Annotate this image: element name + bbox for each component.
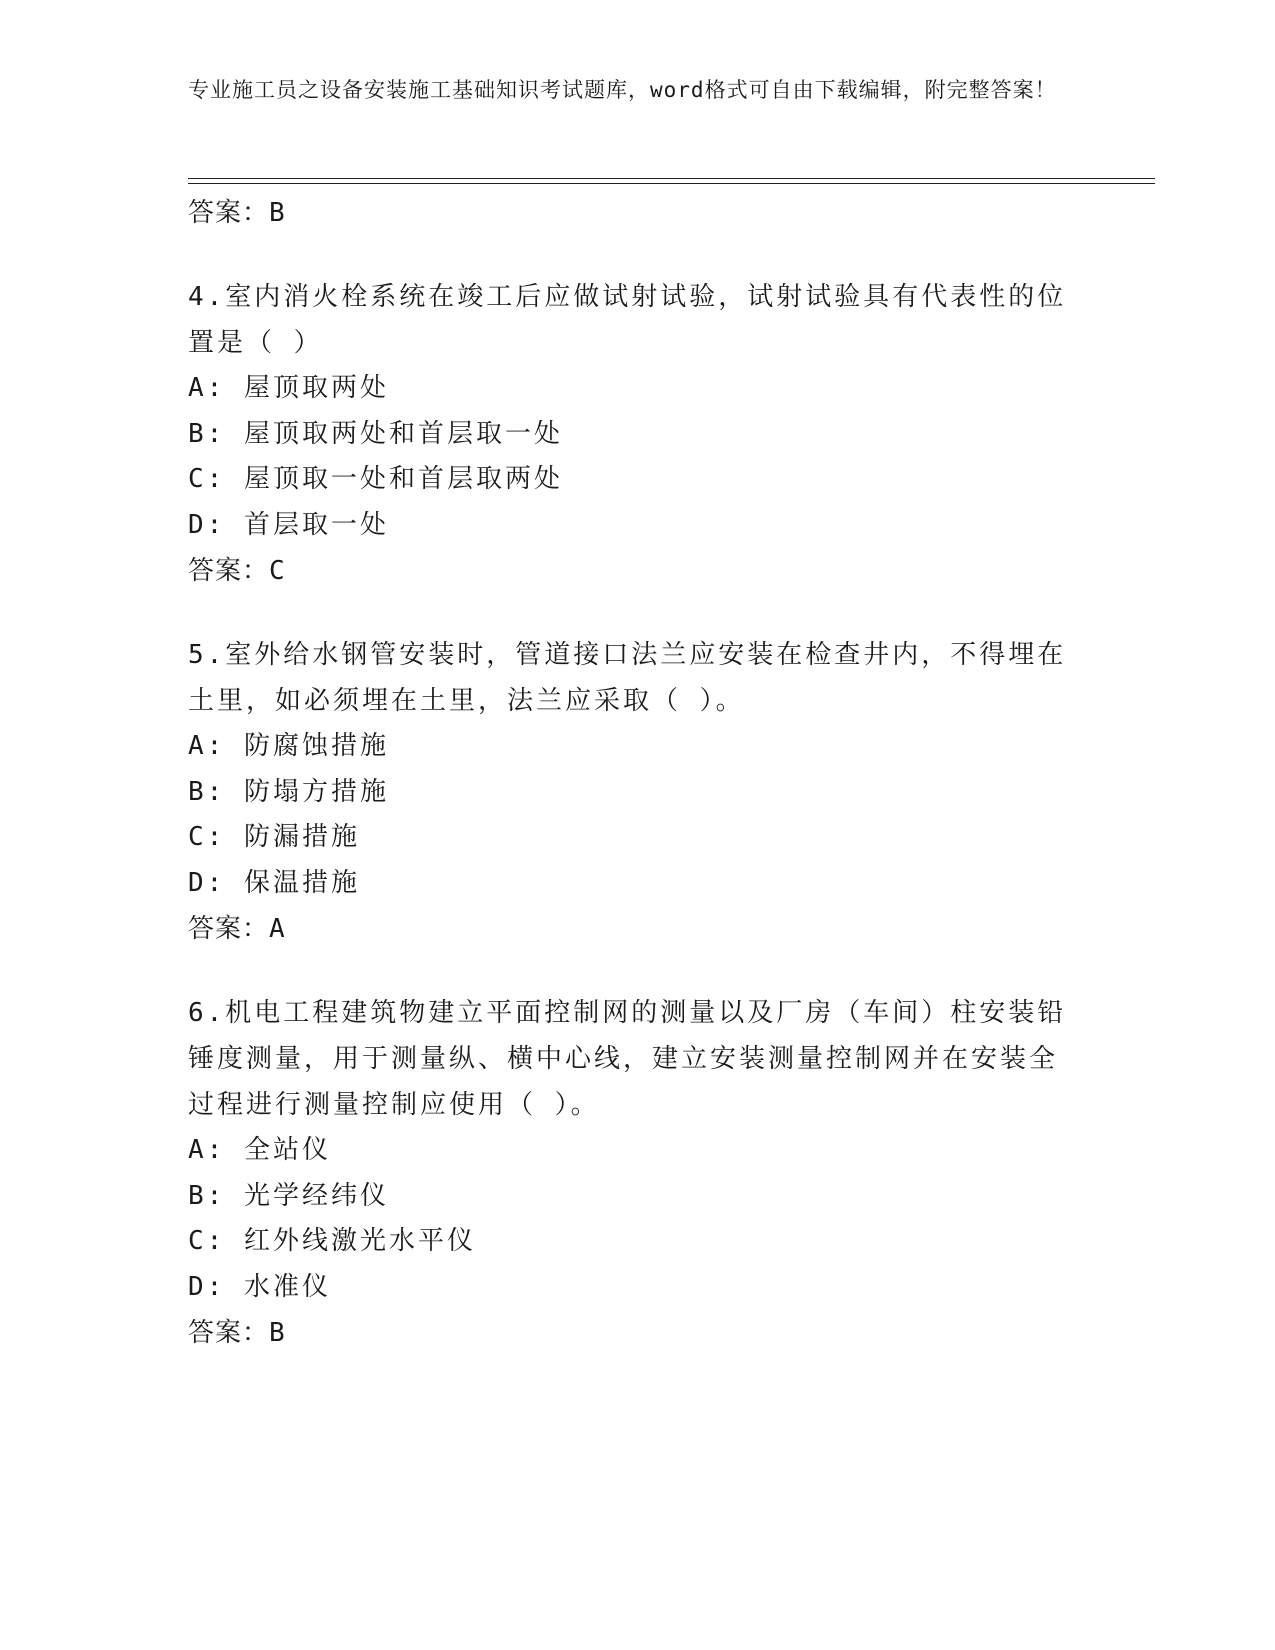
document-header: 专业施工员之设备安装施工基础知识考试题库，word格式可自由下载编辑，附完整答案！ [188,78,1057,102]
option-d: D: 保温措施 [188,867,360,898]
option-b: B: 光学经纬仪 [188,1180,389,1211]
question-stem: 5.室外给水钢管安装时，管道接口法兰应安装在检查井内，不得埋在土里，如必须埋在土里，法兰应采取（ ）。 [188,640,1067,716]
option-c: C: 防漏措施 [188,822,360,852]
question-4 [188,274,1068,594]
option-d: D: 首层取一处 [188,509,389,540]
option-a: A: 屋顶取两处 [188,373,389,403]
option-a: A: 防腐蚀措施 [188,731,389,761]
header-divider-top [188,178,1155,179]
question-stem: 6.机电工程建筑物建立平面控制网的测量以及厂房（车间）柱安装铅锤度测量，用于测量纵、横中心线，建立安装测量控制网并在安装全过程进行测量控制应使用（ ）。 [188,998,1067,1120]
option-a: A: 全站仪 [188,1135,331,1165]
previous-answer: 答案：B [188,198,286,228]
option-d: D: 水准仪 [188,1271,331,1302]
question-answer: 答案：C [188,556,286,586]
option-c: C: 屋顶取一处和首层取两处 [188,464,563,494]
option-c: C: 红外线激光水平仪 [188,1226,476,1256]
header-divider-bottom [188,183,1155,184]
option-b: B: 防塌方措施 [188,776,389,807]
question-5 [188,632,1068,952]
question-6 [188,990,1068,1356]
question-answer: 答案：B [188,1318,286,1348]
question-list [188,190,1068,1356]
question-answer: 答案：A [188,914,286,944]
question-stem: 4.室内消火栓系统在竣工后应做试射试验，试射试验具有代表性的位置是（ ） [188,282,1067,358]
option-b: B: 屋顶取两处和首层取一处 [188,418,563,449]
